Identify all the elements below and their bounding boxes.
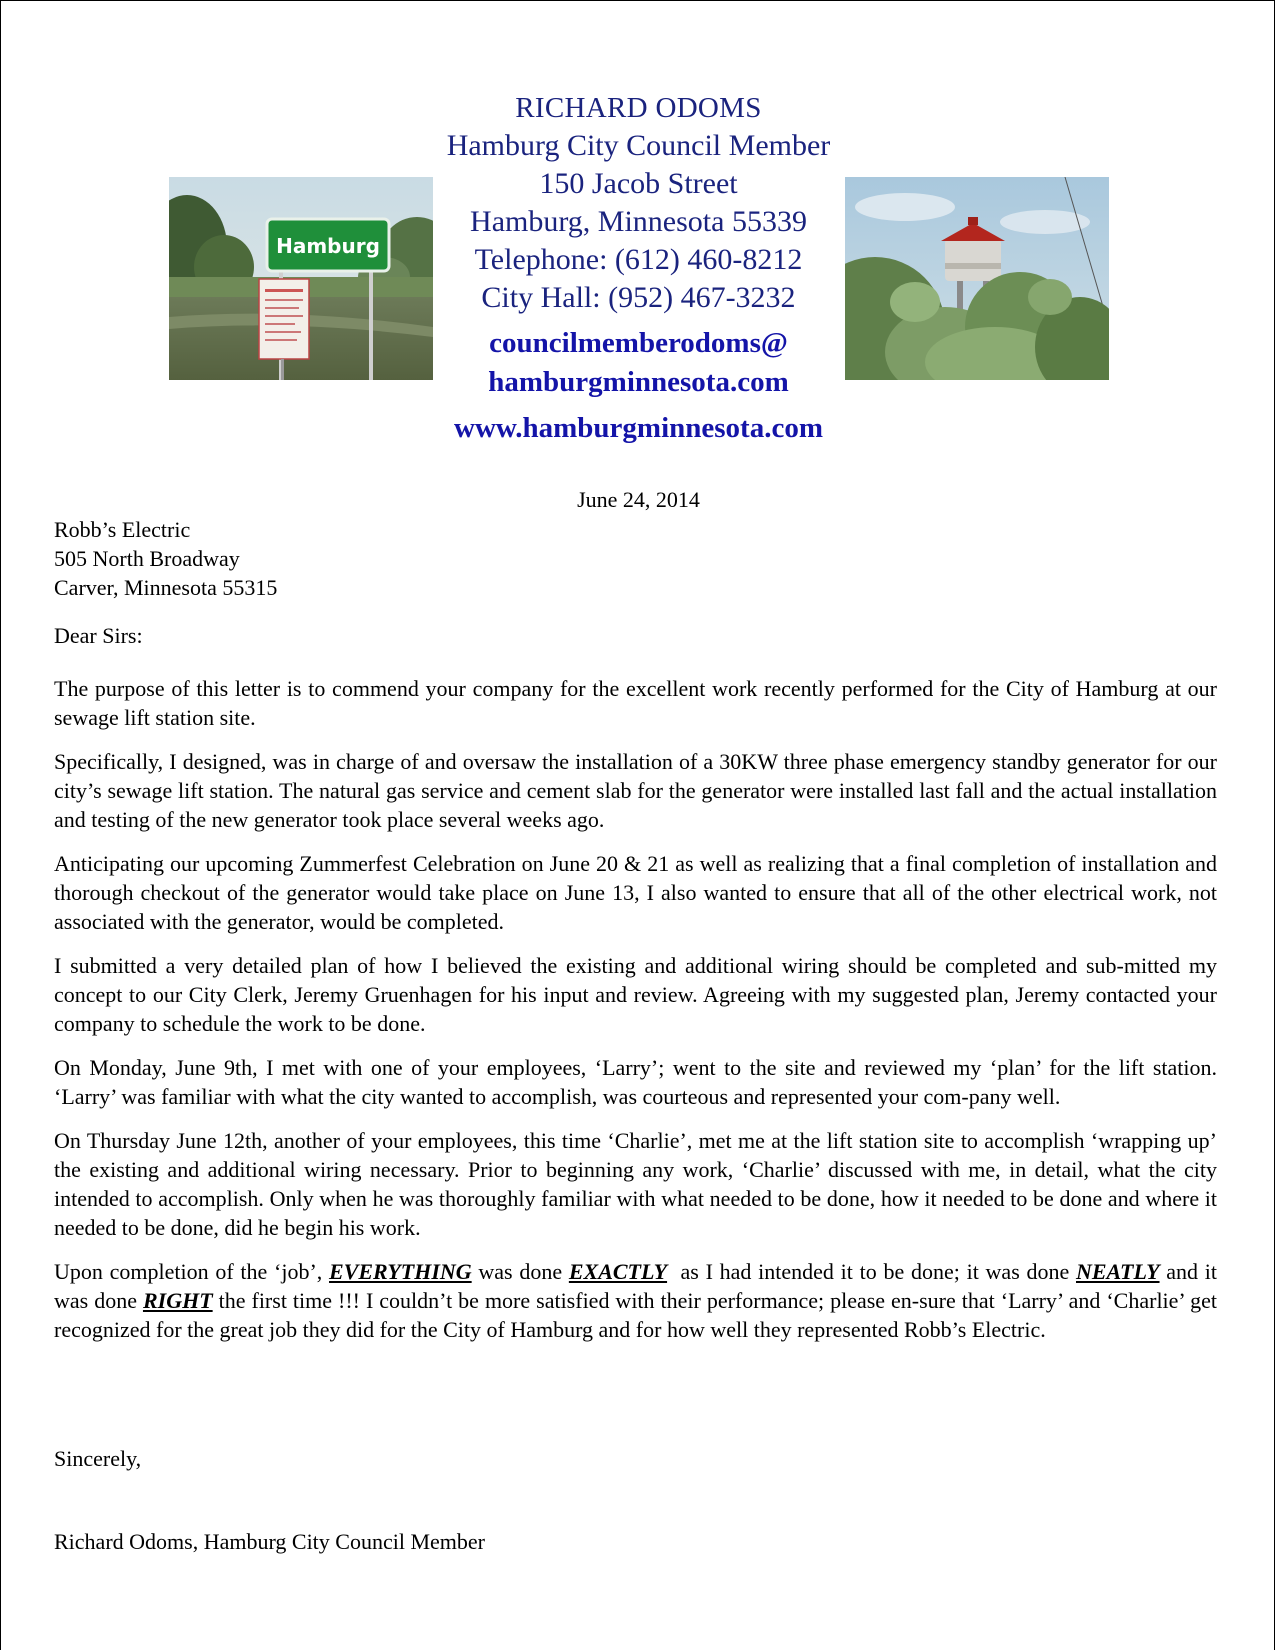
- sender-name: RICHARD ODOMS: [515, 92, 762, 124]
- paragraph-7-text-2: was done: [471, 1259, 569, 1284]
- paragraph-7-text-3: as I had intended it to be done; it was done: [667, 1259, 1076, 1284]
- letterhead: [1, 89, 1275, 447]
- recipient-name: Robb’s Electric: [54, 517, 191, 542]
- paragraph-1: The purpose of this letter is to commend your company for the excellent work recently performed for the City of Hamburg at our sewage lift station site.: [54, 676, 1217, 730]
- paragraph-7-text-4: and it was done: [54, 1259, 1217, 1313]
- emphasis-exactly: EXACTLY: [568, 1259, 668, 1284]
- sign-text: Hamburg: [276, 234, 380, 258]
- paragraph-6: On Thursday June 12th, another of your employees, this time ‘Charlie’, met me at the lift station site to accomplish ‘wrapping up’ the existing and additional wiring necessary. Prior to beginning any work, ‘Charlie’ discussed with me, in detail, what the city intended to accomplish. Only when he was thoroughly familiar with what needed to be done, how it needed to be done and where it needed to be done, did he begin his work.: [54, 1128, 1217, 1240]
- paragraph-7-text-1: Upon completion of the ‘job’,: [54, 1259, 330, 1284]
- emphasis-right: RIGHT: [142, 1288, 213, 1313]
- salutation: Dear Sirs:: [54, 623, 143, 648]
- paragraph-3: Anticipating our upcoming Zummerfest Celebration on June 20 & 21 as well as realizing that a final completion of installation and thorough checkout of the generator would take place on June 13, I also wanted to ensure that all of the other electrical work, not associated with the generator, would be completed.: [54, 851, 1217, 934]
- email-line-2[interactable]: hamburgminnesota.com: [488, 366, 789, 398]
- closing: Sincerely,: [54, 1446, 142, 1471]
- paragraph-7-text-5: the first time !!! I couldn’t be more satisfied with their performance; please en-sure that ‘Larry’ and ‘Charlie’ get recognized for the great job they did for the City of Hamburg and for how well they represented Robb’s Electric.: [54, 1288, 1217, 1342]
- recipient-street: 505 North Broadway: [54, 546, 240, 571]
- email-line-1[interactable]: councilmemberodoms@: [489, 327, 788, 359]
- letter-date: June 24, 2014: [577, 487, 700, 512]
- sender-city: Hamburg, Minnesota 55339: [470, 205, 807, 238]
- paragraph-2: Specifically, I designed, was in charge of and oversaw the installation of a 30KW three phase emergency standby generator for our city’s sewage lift station. The natural gas service and cement slab for the generator were installed last fall and the actual installation and testing of the new generator took place several weeks ago.: [54, 749, 1217, 832]
- website-link[interactable]: www.hamburgminnesota.com: [454, 412, 823, 444]
- paragraph-5: On Monday, June 9th, I met with one of your employees, ‘Larry’; went to the site and reviewed my ‘plan’ for the lift station. ‘Larry’ was familiar with what the city wanted to accomplish, was courteous and represented your com-pany well.: [54, 1055, 1217, 1109]
- letter-body: [54, 674, 1217, 1359]
- sender-street: 150 Jacob Street: [539, 167, 738, 200]
- signature: Richard Odoms, Hamburg City Council Member: [54, 1529, 485, 1554]
- city-hall-phone: City Hall: (952) 467-3232: [481, 281, 796, 314]
- emphasis-neatly: NEATLY: [1076, 1259, 1160, 1284]
- recipient-address: [54, 515, 277, 602]
- sender-title: Hamburg City Council Member: [446, 129, 831, 162]
- emphasis-everything: EVERYTHING: [329, 1259, 472, 1284]
- paragraph-7: [54, 1257, 1217, 1344]
- paragraph-4: I submitted a very detailed plan of how I believed the existing and additional wiring should be completed and sub-mitted my concept to our City Clerk, Jeremy Gruenhagen for his input and review. Agreeing with my suggested plan, Jeremy contacted your company to schedule the work to be done.: [54, 953, 1217, 1036]
- sender-telephone: Telephone: (612) 460-8212: [474, 243, 803, 276]
- recipient-city: Carver, Minnesota 55315: [54, 575, 278, 600]
